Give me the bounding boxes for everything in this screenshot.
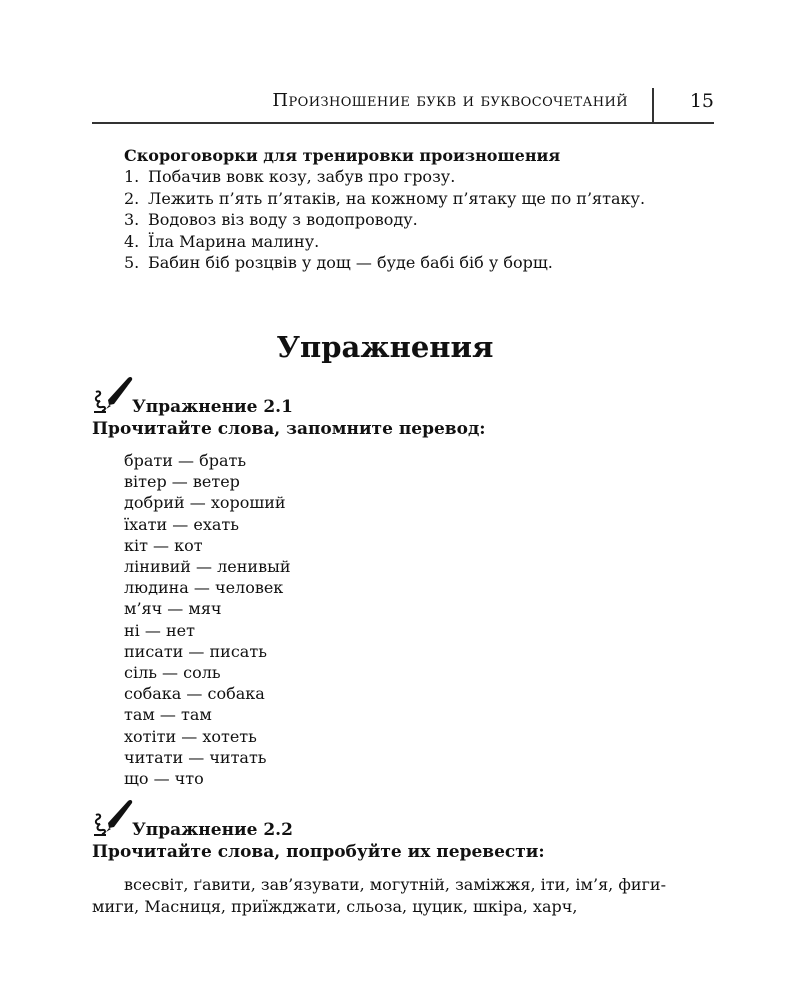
list-item	[124, 166, 724, 188]
item-text: Водовоз віз воду з водопроводу.	[148, 210, 418, 229]
pen-icon	[92, 795, 136, 839]
exercise-2-1	[92, 372, 712, 789]
exercise-instruction: Прочитайте слова, попробуйте их перевести:	[92, 842, 545, 862]
page-number: 15	[689, 90, 714, 112]
word-list	[124, 450, 712, 789]
tongue-twisters-list	[124, 166, 724, 274]
running-header	[92, 88, 714, 124]
list-item	[124, 231, 724, 253]
exercise-header	[92, 795, 712, 841]
list-item: там — там	[124, 705, 212, 725]
list-item	[124, 252, 724, 274]
list-item: лінивий — ленивый	[124, 557, 291, 577]
list-item: вітер — ветер	[124, 472, 240, 492]
exercise-2-2	[92, 795, 712, 918]
list-item: добрий — хороший	[124, 493, 286, 513]
exercise-instruction: Прочитайте слова, запомните перевод:	[92, 419, 486, 439]
item-number: 2.	[124, 188, 140, 208]
exercise-title: Упражнение 2.2	[132, 820, 293, 840]
list-item: м’яч — мяч	[124, 599, 222, 619]
tongue-twisters-block	[124, 145, 724, 274]
tongue-twisters-heading: Скороговорки для тренировки произношения	[124, 146, 561, 165]
list-item: сіль — соль	[124, 663, 221, 683]
exercise-header	[92, 372, 712, 418]
exercise-title: Упражнение 2.1	[132, 397, 293, 417]
item-text: Побачив вовк козу, забув про грозу.	[148, 167, 456, 186]
list-item	[124, 209, 724, 231]
item-number: 3.	[124, 210, 140, 229]
pen-icon	[92, 372, 136, 416]
list-item: їхати — ехать	[124, 514, 239, 534]
list-item: хотіти — хотеть	[124, 726, 257, 746]
item-text: Бабин біб розцвів у дощ — буде бабі біб у борщ.	[148, 253, 553, 272]
section-title: Упражнения	[276, 330, 494, 364]
exercise-text-line: миги, Масниця, приїжджати, сльоза, цуцик, шкіра, харч,	[92, 897, 578, 916]
list-item: брати — брать	[124, 451, 247, 470]
item-number: 5.	[124, 253, 140, 272]
exercise-text-line: всесвіт, ґавити, зав’язувати, могутній, заміжжя, іти, ім’я, фиги-	[124, 875, 666, 894]
item-number: 1.	[124, 167, 140, 186]
list-item: людина — человек	[124, 578, 284, 598]
header-divider	[652, 88, 654, 122]
list-item: ні — нет	[124, 620, 195, 640]
list-item: читати — читать	[124, 747, 267, 767]
item-text: Лежить п’ять п’ятаків, на кожному п’ятаку ще по п’ятаку.	[148, 188, 646, 208]
list-item	[124, 188, 724, 210]
item-text: Їла Марина малину.	[148, 231, 320, 251]
list-item: собака — собака	[124, 684, 265, 704]
item-number: 4.	[124, 231, 140, 251]
header-rule	[92, 122, 714, 124]
list-item: кіт — кот	[124, 535, 203, 555]
list-item: писати — писать	[124, 641, 267, 661]
list-item: що — что	[124, 769, 204, 789]
running-header-title: Произношение букв и буквосочетаний	[272, 90, 628, 111]
